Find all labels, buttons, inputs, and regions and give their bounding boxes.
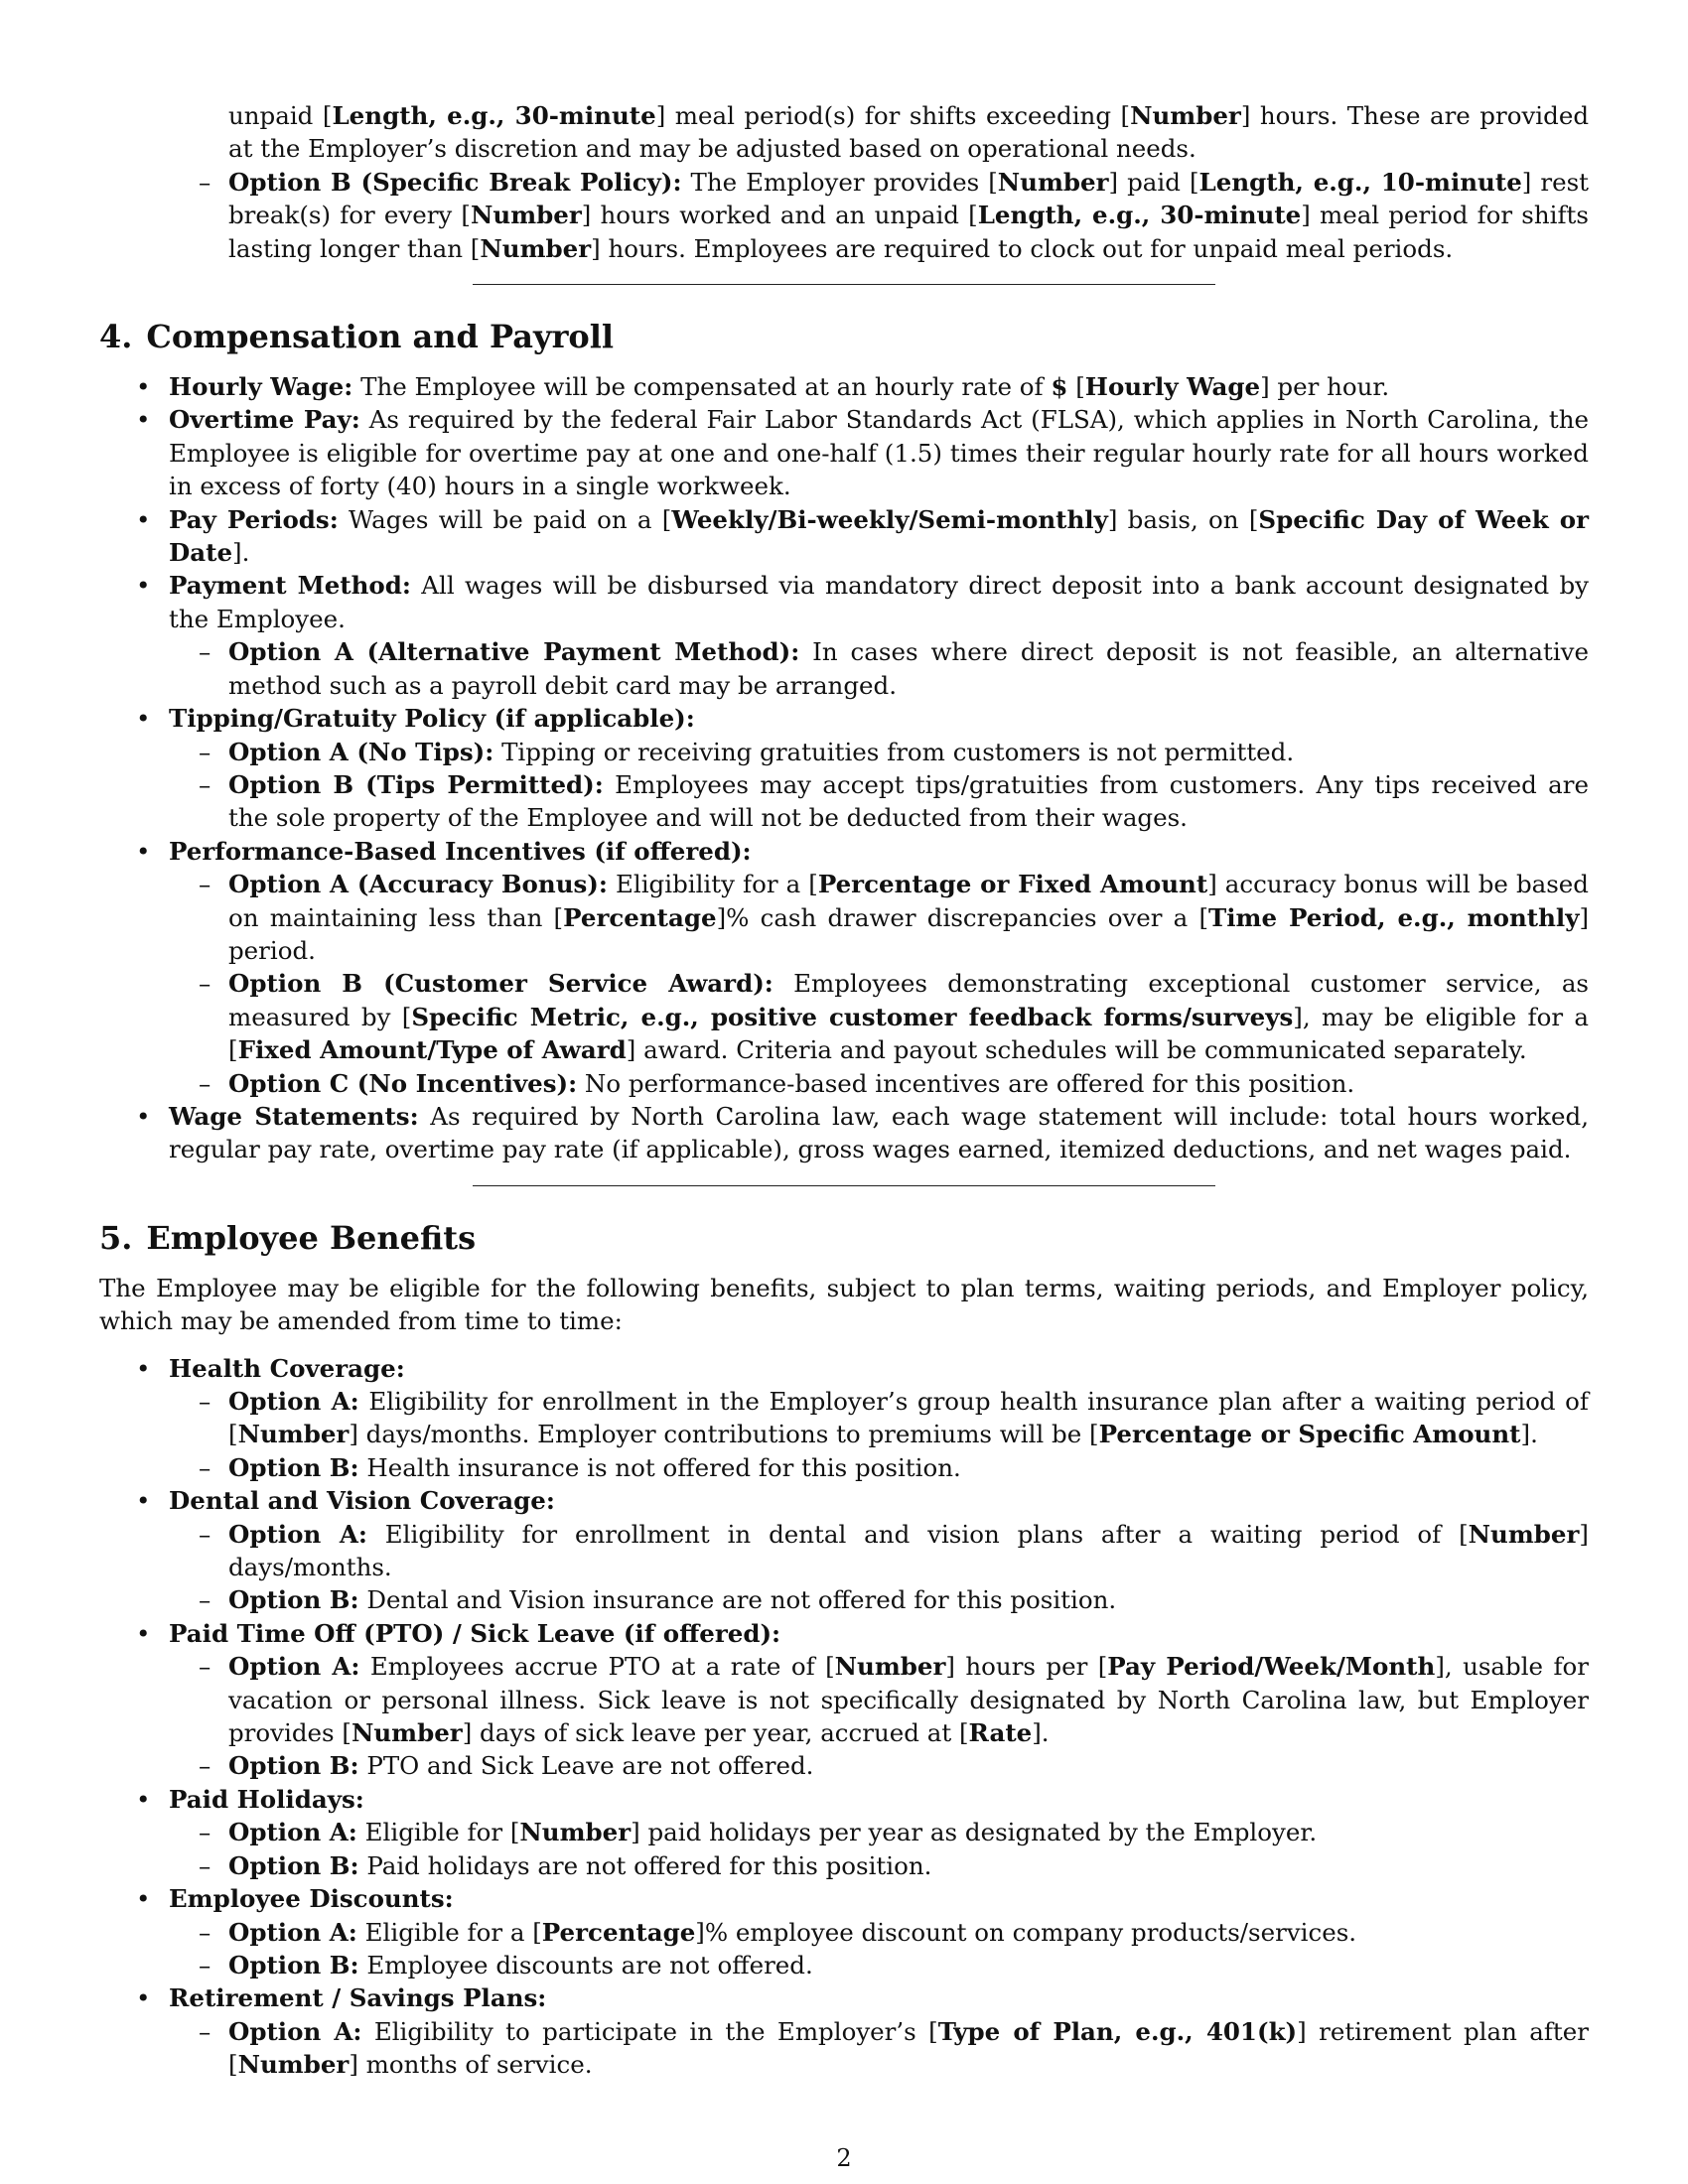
- list-item: [99, 835, 1589, 1100]
- bold-term: Number: [1468, 1519, 1580, 1549]
- option-item: [169, 736, 1589, 768]
- bold-term: Number: [480, 233, 592, 263]
- text-run: Eligibility for enrollment in the Employer’s group health insurance plan after a waiting period of [: [228, 1387, 1589, 1449]
- bold-term: Option B:: [228, 1950, 359, 1979]
- option-item: [169, 1949, 1589, 1981]
- carryover-paragraph: [169, 99, 1589, 166]
- list-item: [99, 503, 1589, 570]
- list-item: [99, 1100, 1589, 1166]
- text-run: ] per hour.: [1260, 372, 1390, 402]
- option-list: [169, 736, 1589, 835]
- option-item: [169, 768, 1589, 835]
- section-divider: [473, 1185, 1215, 1186]
- text-run: No performance-based incentives are offered for this position.: [577, 1068, 1355, 1098]
- compensation-list: [99, 370, 1589, 1166]
- option-item: [169, 1385, 1589, 1451]
- text-run: Eligibility for enrollment in dental and vision plans after a waiting period of [: [366, 1519, 1469, 1549]
- text-run: Wages will be paid on a [: [338, 504, 672, 534]
- section-number: 4.: [99, 318, 133, 356]
- item-text: [169, 1785, 364, 1814]
- text-run: Eligible for [: [356, 1818, 520, 1847]
- bold-term: Option B:: [228, 1850, 359, 1880]
- item-text: [169, 1486, 555, 1515]
- bold-term: Tipping/Gratuity Policy (if applicable):: [169, 704, 695, 734]
- bold-term: Option A (Alternative Payment Method):: [228, 637, 800, 667]
- section-divider: [473, 284, 1215, 285]
- bold-term: Payment Method:: [169, 571, 411, 601]
- option-list: [169, 868, 1589, 1100]
- bold-term: Rate: [968, 1718, 1033, 1748]
- bold-term: Health Coverage:: [169, 1353, 405, 1383]
- text-run: Employee discounts are not offered.: [358, 1950, 813, 1979]
- bold-term: Weekly/Bi-weekly/Semi-monthly: [671, 504, 1108, 534]
- page-content: [99, 99, 1589, 2082]
- text-run: ]% employee discount on company products/services.: [695, 1917, 1357, 1947]
- text-run: ].: [1520, 1420, 1538, 1449]
- item-text: [169, 571, 1589, 632]
- list-item: [99, 1783, 1589, 1882]
- option-item: [169, 2015, 1589, 2082]
- list-item: [99, 370, 1589, 403]
- text-run: Employees demonstrating exceptional customer service, as measured by [: [228, 969, 1590, 1031]
- list-item: [99, 569, 1589, 702]
- bold-term: Number: [1130, 101, 1241, 130]
- option-item: [169, 1518, 1589, 1584]
- text-run: As required by North Carolina law, each wage statement will include: total hours worked, regular pay rate, overtime pay rate (if applicable), gross wages earned, itemized deductions, and net wages paid.: [169, 1101, 1589, 1164]
- bold-term: Number: [834, 1652, 946, 1682]
- bold-term: Option B (Tips Permitted):: [228, 769, 604, 799]
- option-item: [169, 1583, 1589, 1616]
- text-run: ]% cash drawer discrepancies over a [: [716, 902, 1209, 932]
- bold-term: Option B:: [228, 1452, 359, 1482]
- bold-term: Specific Metric, e.g., positive customer feedback forms/surveys: [411, 1002, 1294, 1031]
- text-run: ].: [1032, 1718, 1050, 1748]
- bold-term: Option B (Customer Service Award):: [228, 969, 774, 999]
- text-run: ] months of service.: [349, 2050, 593, 2080]
- text-run: All wages will be disbursed via mandatory direct deposit into a bank account designated by the Employee.: [169, 571, 1589, 633]
- option-list: [169, 1916, 1589, 1982]
- text-run: Eligible for a [: [356, 1917, 542, 1947]
- section-heading-compensation: [99, 317, 1589, 356]
- text-run: In cases where direct deposit is not feasible, an alternative method such as a payroll debit card may be arranged.: [228, 637, 1589, 700]
- bold-term: Number: [471, 201, 582, 230]
- item-text: [169, 1884, 454, 1913]
- page-number: 2: [836, 2144, 852, 2172]
- text-run: ] hours worked and an unpaid [: [581, 201, 978, 230]
- section-heading-benefits: [99, 1218, 1589, 1258]
- item-text: [169, 405, 1589, 500]
- list-item: [99, 1352, 1589, 1485]
- option-list: [169, 1385, 1589, 1484]
- item-text: [169, 372, 1389, 401]
- item-text: [169, 837, 752, 866]
- bold-term: Length, e.g., 10-minute: [1198, 167, 1522, 197]
- bold-term: $: [1051, 372, 1068, 402]
- bold-term: Option A:: [228, 1818, 357, 1847]
- carryover-block: [169, 99, 1589, 265]
- section-number: 5.: [99, 1218, 133, 1257]
- text-run: ] days of sick leave per year, accrued at [: [462, 1718, 969, 1748]
- list-item: [99, 702, 1589, 835]
- text-run: As required by the federal Fair Labor Standards Act (FLSA), which applies in North Carolina, the Employee is eligible for overtime pay at one and one-half (1.5) times their regular hourly rate for all hours worked in excess of forty (40) hours in a single workweek.: [169, 405, 1589, 501]
- bold-term: Hourly Wage: [1084, 372, 1261, 402]
- option-item: [169, 1816, 1589, 1848]
- bold-term: Option B:: [228, 1751, 359, 1781]
- bold-term: Option B (Specific Break Policy):: [228, 167, 682, 197]
- item-text: [169, 1102, 1589, 1163]
- item-text: [169, 1619, 780, 1648]
- list-item: [99, 1882, 1589, 1981]
- bold-term: Percentage or Specific Amount: [1098, 1420, 1521, 1449]
- bold-term: Option A (Accuracy Bonus):: [228, 870, 608, 899]
- section-title: Employee Benefits: [146, 1218, 477, 1257]
- text-run: ] days/months.: [228, 1519, 1589, 1582]
- option-list: [169, 1816, 1589, 1882]
- list-item: [99, 1981, 1589, 2081]
- benefits-intro: The Employee may be eligible for the following benefits, subject to plan terms, waiting periods, and Employer policy, which may be amended from time to time:: [99, 1273, 1589, 1336]
- section-title: Compensation and Payroll: [146, 318, 615, 356]
- text-run: ] rest break(s) for every [: [228, 167, 1589, 230]
- text-run: [: [1067, 372, 1085, 402]
- item-text: [169, 1354, 405, 1383]
- text-run: unpaid [: [228, 101, 333, 130]
- text-run: Dental and Vision insurance are not offered for this position.: [358, 1585, 1117, 1615]
- text-run: ] hours per [: [945, 1652, 1108, 1682]
- text-run: ] basis, on [: [1107, 504, 1259, 534]
- option-item: [169, 635, 1589, 702]
- text-run: ] retirement plan after [: [228, 2016, 1589, 2080]
- bold-term: Performance-Based Incentives (if offered):: [169, 836, 752, 866]
- option-specific-break-policy: [169, 166, 1589, 265]
- text-run: ] days/months. Employer contributions to premiums will be [: [349, 1420, 1099, 1449]
- bold-term: Specific Day of Week or Date: [169, 504, 1589, 568]
- text-run: Tipping or receiving gratuities from customers is not permitted.: [493, 737, 1295, 766]
- text-run: The Employer provides [: [681, 167, 998, 197]
- option-item: [169, 1451, 1589, 1484]
- text-run: ], usable for vacation or personal illness. Sick leave is not specifically designated by North Carolina law, but Employer provides [: [228, 1652, 1589, 1748]
- option-list: [169, 1518, 1589, 1617]
- bold-term: Time Period, e.g., monthly: [1208, 902, 1580, 932]
- text-run: ].: [232, 538, 250, 568]
- list-item: [99, 403, 1589, 502]
- text-run: Health insurance is not offered for this position.: [358, 1452, 961, 1482]
- bold-term: Overtime Pay:: [169, 405, 360, 435]
- item-text: [169, 1983, 546, 2012]
- bold-term: Length, e.g., 30-minute: [977, 201, 1302, 230]
- benefits-list: [99, 1352, 1589, 2082]
- bold-term: Option A:: [228, 2016, 362, 2046]
- list-item: [99, 1484, 1589, 1617]
- text-run: ] hours. These are provided at the Employer’s discretion and may be adjusted based on operational needs.: [228, 101, 1589, 164]
- bold-term: Option A (No Tips):: [228, 737, 494, 766]
- option-item: [169, 967, 1589, 1066]
- bold-term: Employee Discounts:: [169, 1884, 454, 1914]
- bold-term: Number: [519, 1818, 632, 1847]
- bold-term: Option C (No Incentives):: [228, 1068, 578, 1098]
- text-run: Eligibility to participate in the Employer’s [: [361, 2016, 938, 2046]
- text-run: ], may be eligible for a [: [228, 1002, 1589, 1065]
- option-item: [169, 1849, 1589, 1882]
- option-list: [169, 635, 1589, 702]
- option-item: [169, 1067, 1589, 1100]
- text-run: Employees accrue PTO at a rate of [: [359, 1652, 835, 1682]
- option-item: [169, 1650, 1589, 1749]
- item-text: [169, 505, 1589, 567]
- bold-term: Hourly Wage:: [169, 372, 353, 402]
- text-run: ] period.: [228, 902, 1589, 965]
- bold-term: Number: [237, 1420, 350, 1449]
- option-list: [169, 1650, 1589, 1783]
- bold-term: Pay Periods:: [169, 504, 339, 534]
- bold-term: Fixed Amount/Type of Award: [237, 1035, 627, 1065]
- text-run: Employees may accept tips/gratuities from customers. Any tips received are the sole property of the Employee and will not be deducted from their wages.: [228, 769, 1589, 833]
- bold-term: Option A:: [228, 1917, 357, 1947]
- option-item: [169, 1916, 1589, 1949]
- bold-term: Length, e.g., 30-minute: [332, 101, 656, 130]
- text-run: ] meal period for shifts lasting longer than [: [228, 201, 1589, 263]
- bold-term: Option A:: [228, 1519, 367, 1549]
- bold-term: Option A:: [228, 1652, 360, 1682]
- bold-term: Type of Plan, e.g., 401(k): [937, 2016, 1298, 2046]
- text-run: Eligibility for a [: [607, 870, 818, 899]
- bold-term: Number: [237, 2050, 350, 2080]
- bold-term: Percentage: [563, 902, 717, 932]
- bold-term: Wage Statements:: [169, 1101, 419, 1131]
- text-run: ] meal period(s) for shifts exceeding [: [655, 101, 1131, 130]
- list-item: [99, 1617, 1589, 1783]
- bold-term: Paid Holidays:: [169, 1784, 364, 1814]
- text-run: ] award. Criteria and payout schedules will be communicated separately.: [626, 1035, 1527, 1065]
- text-run: PTO and Sick Leave are not offered.: [358, 1751, 814, 1781]
- option-item: [169, 1749, 1589, 1782]
- bold-term: Paid Time Off (PTO) / Sick Leave (if offered):: [169, 1618, 781, 1648]
- bold-term: Pay Period/Week/Month: [1107, 1652, 1436, 1682]
- text-run: Paid holidays are not offered for this position.: [358, 1850, 932, 1880]
- bold-term: Number: [351, 1718, 463, 1748]
- bold-term: Option B:: [228, 1585, 359, 1615]
- bold-term: Percentage or Fixed Amount: [817, 870, 1208, 899]
- carryover-options: [169, 99, 1589, 265]
- text-run: The Employee will be compensated at an hourly rate of: [352, 372, 1052, 402]
- text-run: ] paid holidays per year as designated by the Employer.: [631, 1818, 1318, 1847]
- option-list: [169, 2015, 1589, 2082]
- bold-term: Percentage: [541, 1917, 696, 1947]
- text-run: ] paid [: [1108, 167, 1199, 197]
- item-text: [169, 704, 695, 733]
- bold-term: Number: [997, 167, 1109, 197]
- text-run: ] accuracy bonus will be based on maintaining less than [: [228, 870, 1589, 932]
- text-run: ] hours. Employees are required to clock out for unpaid meal periods.: [591, 233, 1454, 263]
- bold-term: Option A:: [228, 1387, 359, 1416]
- bold-term: Retirement / Savings Plans:: [169, 1983, 547, 2013]
- option-item: [169, 868, 1589, 967]
- bold-term: Dental and Vision Coverage:: [169, 1486, 555, 1516]
